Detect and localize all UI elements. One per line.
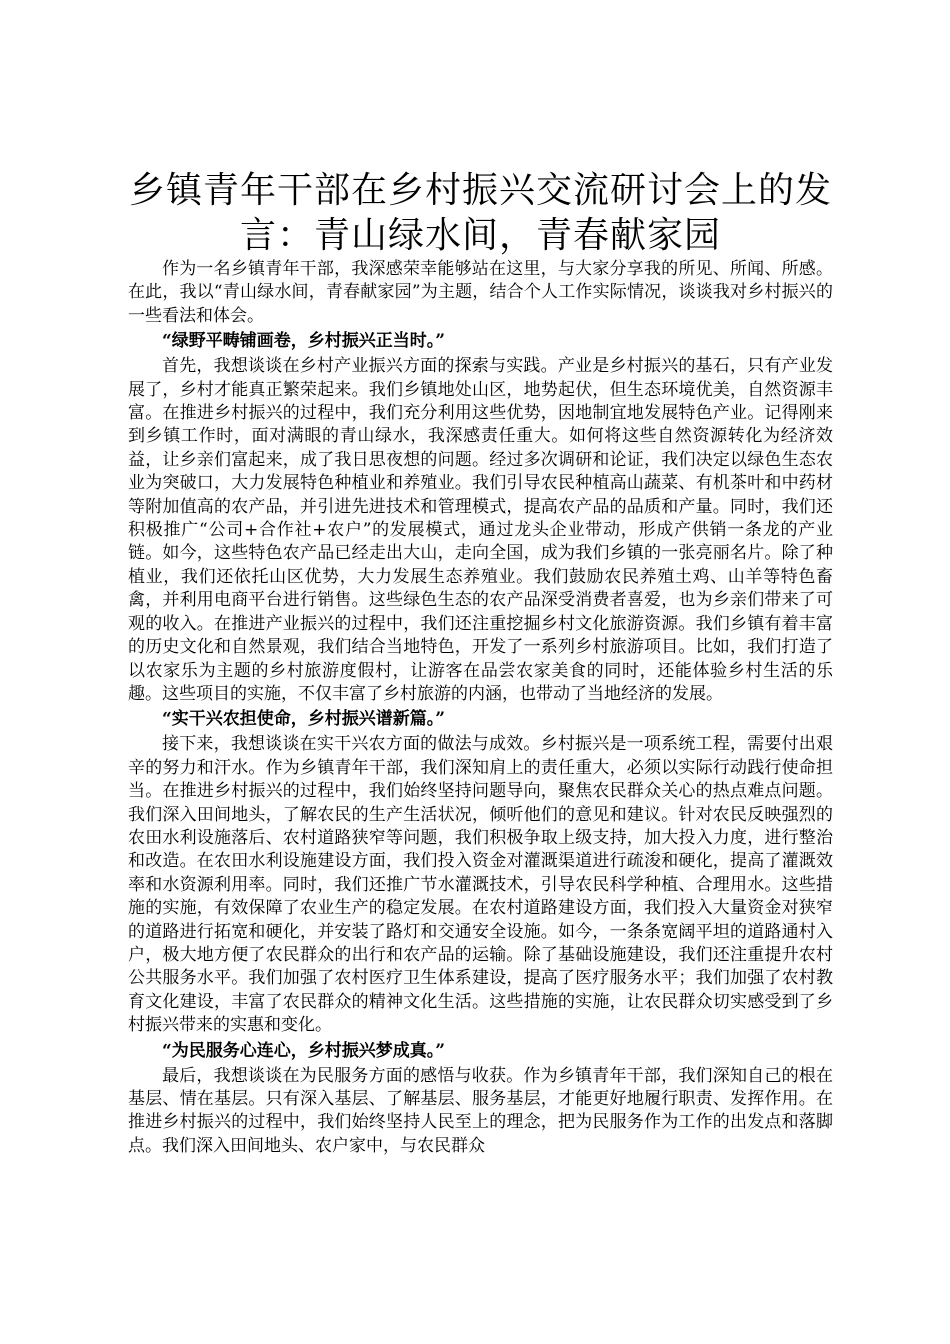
section-heading-2: “实干兴农担使命，乡村振兴谱新篇。”: [162, 709, 446, 730]
intro-paragraph: 作为一名乡镇青年干部，我深感荣幸能够站在这里，与大家分享我的所见、所闻、所感。在此，我以“青山绿水间，青春献家园”为主题，结合个人工作实际情况，谈谈我对乡村振兴的一些看法和体会。: [128, 259, 833, 326]
document-page: [128, 168, 833, 1158]
section-heading-1: “绿野平畴铺画卷，乡村振兴正当时。”: [162, 331, 446, 352]
document-title: 乡镇青年干部在乡村振兴交流研讨会上的发言：青山绿水间，青春献家园: [128, 170, 832, 256]
section-body-1: 首先，我想谈谈在乡村产业振兴方面的探索与实践。产业是乡村振兴的基石，只有产业发展了，乡村才能真正繁荣起来。我们乡镇地处山区，地势起伏，但生态环境优美，自然资源丰富。在推进乡村振兴的过程中，我们充分利用这些优势，因地制宜地发展特色产业。记得刚来到乡镇工作时，面对满眼的青山绿水，我深感责任重大。如何将这些自然资源转化为经济效益，让乡亲们富起来，成了我日思夜想的问题。经过多次调研和论证，我们决定以绿色生态农业为突破口，大力发展特色种植业和养殖业。我们引导农民种植高山蔬菜、有机茶叶和中药材等附加值高的农产品，并引进先进技术和管理模式，提高农产品的品质和产量。同时，我们还积极推广“公司+合作社+农户”的发展模式，通过龙头企业带动，形成产供销一条龙的产业链。如今，这些特色农产品已经走出大山，走向全国，成为我们乡镇的一张亮丽名片。除了种植业，我们还依托山区优势，大力发展生态养殖业。我们鼓励农民养殖土鸡、山羊等特色畜禽，并利用电商平台进行销售。这些绿色生态的农产品深受消费者喜爱，也为乡亲们带来了可观的收入。在推进产业振兴的过程中，我们还注重挖掘乡村文化旅游资源。我们乡镇有着丰富的历史文化和自然景观，我们结合当地特色，开发了一系列乡村旅游项目。比如，我们打造了以农家乐为主题的乡村旅游度假村，让游客在品尝农家美食的同时，还能体验乡村生活的乐趣。这些项目的实施，不仅丰富了乡村旅游的内涵，也带动了当地经济的发展。: [128, 356, 833, 704]
section-body-3: 最后，我想谈谈在为民服务方面的感悟与收获。作为乡镇青年干部，我们深知自己的根在基层、情在基层。只有深入基层、了解基层、服务基层，才能更好地履行职责、发挥作用。在推进乡村振兴的过程中，我们始终坚持人民至上的理念，把为民服务作为工作的出发点和落脚点。我们深入田间地头、农户家中，与农民群众: [128, 1065, 833, 1156]
section-heading-3: “为民服务心连心，乡村振兴梦成真。”: [162, 1040, 446, 1061]
section-body-2: 接下来，我想谈谈在实干兴农方面的做法与成效。乡村振兴是一项系统工程，需要付出艰辛的努力和汗水。作为乡镇青年干部，我们深知肩上的责任重大，必须以实际行动践行使命担当。在推进乡村振兴的过程中，我们始终坚持问题导向，聚焦农民群众关心的热点难点问题。我们深入田间地头，了解农民的生产生活状况，倾听他们的意见和建议。针对农民反映强烈的农田水利设施落后、农村道路狭窄等问题，我们积极争取上级支持，加大投入力度，进行整治和改造。在农田水利设施建设方面，我们投入资金对灌溉渠道进行疏浚和硬化，提高了灌溉效率和水资源利用率。同时，我们还推广节水灌溉技术，引导农民科学种植、合理用水。这些措施的实施，有效保障了农业生产的稳定发展。在农村道路建设方面，我们投入大量资金对狭窄的道路进行拓宽和硬化，并安装了路灯和交通安全设施。如今，一条条宽阔平坦的道路通村入户，极大地方便了农民群众的出行和农产品的运输。除了基础设施建设，我们还注重提升农村公共服务水平。我们加强了农村医疗卫生体系建设，提高了医疗服务水平；我们加强了农村教育文化建设，丰富了农民群众的精神文化生活。这些措施的实施，让农民群众切实感受到了乡村振兴带来的实惠和变化。: [128, 734, 833, 1036]
